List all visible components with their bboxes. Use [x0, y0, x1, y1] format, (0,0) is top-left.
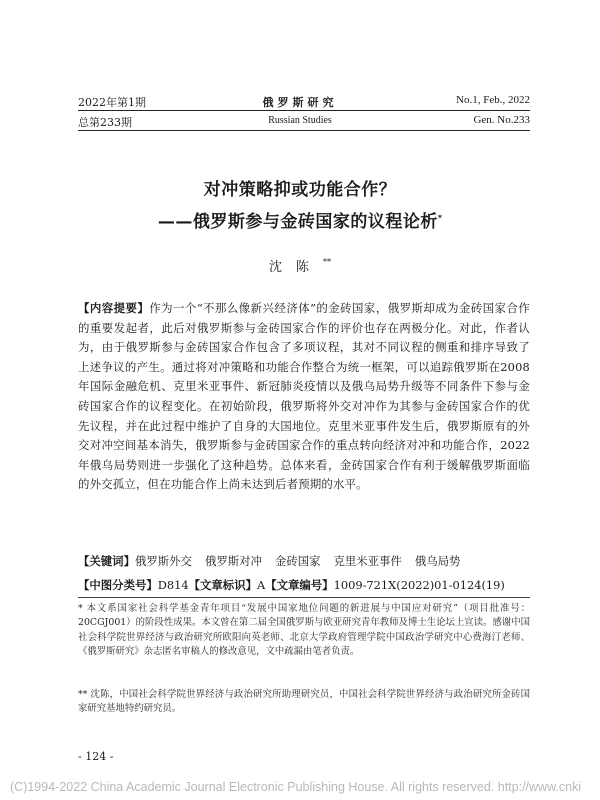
- header-issue-en: No.1, Feb., 2022: [456, 94, 530, 106]
- header-rule-top: [78, 110, 530, 111]
- footnote-1: [78, 602, 530, 659]
- keyword-item: 金砖国家: [274, 554, 321, 568]
- keyword-item: 克里米亚事件: [333, 554, 402, 568]
- footnote-2: [78, 688, 530, 717]
- page-number: - 124 -: [78, 750, 114, 763]
- article-title-footnote-mark: *: [437, 213, 443, 223]
- author-line: [0, 256, 600, 275]
- footnote-1-mark: *: [78, 603, 83, 614]
- keywords-row: [78, 553, 530, 569]
- header-year-issue: 2022年第1期: [78, 96, 146, 109]
- footnote-2-text: 沈陈，中国社会科学院世界经济与政治研究所助理研究员，中国社会科学院世界经济与政治研究所金砖国家研究基地特约研究员。: [78, 689, 530, 715]
- article-title-line2-text: ——俄罗斯参与金砖国家的议程论析: [157, 212, 438, 232]
- header-gen-no: Gen. No.233: [473, 114, 530, 126]
- header-journal-cn: 俄罗斯研究: [262, 96, 338, 109]
- article-title-line2: [0, 207, 600, 232]
- id-value: 1009-721X(2022)01-0124(19): [333, 578, 505, 592]
- footnote-2-mark: **: [78, 689, 88, 700]
- header-rule-bottom: [78, 130, 530, 131]
- author-footnote-mark: **: [323, 257, 331, 267]
- id-label: 【文章编号】: [265, 578, 334, 592]
- keyword-item: 俄乌局势: [414, 554, 461, 568]
- cls-value: D814: [157, 578, 189, 592]
- abstract-text: 作为一个“不那么像新兴经济体”的金砖国家，俄罗斯却成为金砖国家合作的重要发起者，此后对俄罗斯参与金砖国家合作的评价也存在两极分化。对此，作者认为，由于俄罗斯参与金砖国家合作包含了多项议程，其对不同议程的侧重和排序导致了上述争议的产生。通过将对冲策略和功能合作整合为统一框架，可以追踪俄罗斯在2008年国际金融危机、克里米亚事件、新冠肺炎疫情以及俄乌局势升级等不同条件下参与金砖国家合作的议程变化。在初始阶段，俄罗斯将外交对冲作为其参与金砖国家合作的优先议程，并在此过程中维护了自身的大国地位。克里米亚事件发生后，俄罗斯原有的外交对冲空间基本消失，俄罗斯参与金砖国家合作的重点转向经济对冲和功能合作，2022年俄乌局势则进一步强化了这种趋势。总体来看，金砖国家合作有利于缓解俄罗斯面临的外交孤立，但在功能合作上尚未达到后者预期的水平。: [78, 301, 530, 492]
- footnote-divider: [78, 597, 530, 598]
- cls-label: 【中图分类号】: [78, 578, 158, 592]
- header-total-issue: 总第233期: [78, 116, 132, 129]
- classification-row: [78, 577, 530, 593]
- copyright-line: (C)1994-2022 China Academic Journal Electronic Publishing House. All rights reserved. http://www.cnki: [10, 780, 582, 794]
- footnote-1-text: 本文系国家社会科学基金青年项目“发展中国家地位问题的新进展与中国应对研究”（项目批准号：20CGJ001）的阶段性成果。本文曾在第二届全国俄罗斯与欧亚研究青年教师及博士生论坛上宣读。感谢中国社会科学院世界经济与政治研究所欧阳向英老师、北京大学政府管理学院中国政治学研究中心费海汀老师、《俄罗斯研究》杂志匿名审稿人的修改意见，文中疏漏由笔者负责。: [78, 603, 531, 657]
- doc-label: 【文章标识】: [188, 578, 257, 592]
- article-title-line1: 对冲策略抑或功能合作？: [203, 180, 397, 200]
- header-journal-en: Russian Studies: [268, 115, 332, 126]
- keyword-item: 俄罗斯对冲: [204, 554, 262, 568]
- doc-value: A: [256, 578, 266, 592]
- abstract: [78, 299, 530, 495]
- author-name: 沈陈: [268, 260, 323, 275]
- abstract-label: 【内容提要】: [78, 301, 150, 315]
- keywords-label: 【关键词】: [78, 554, 135, 568]
- keyword-item: 俄罗斯外交: [134, 554, 192, 568]
